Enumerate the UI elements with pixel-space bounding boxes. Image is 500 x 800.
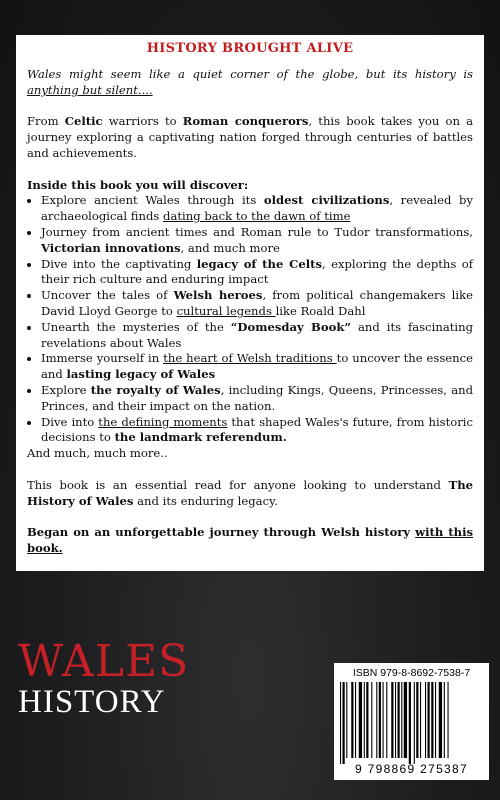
more-line: And much, much more.. bbox=[27, 446, 168, 461]
blurb bbox=[27, 67, 473, 573]
isbn-digits: 9 798869 275387 bbox=[355, 762, 468, 776]
list-item: • Uncover the tales of Welsh heroes, from political changemakers like David Lloyd George to cultural legends like Roald Dahl bbox=[41, 288, 473, 320]
wales-history-logo bbox=[18, 636, 218, 720]
list-item: • Unearth the mysteries of the “Domesday Book” and its fascinating revelations about Wales bbox=[41, 320, 473, 352]
barcode-icon bbox=[340, 682, 483, 764]
list-item: • Explore the royalty of Wales, including Kings, Queens, Princesses, and Princes, and their impact on the nation. bbox=[41, 383, 473, 415]
closing-paragraph: Began on an unforgettable journey through Welsh history with this book. bbox=[27, 525, 474, 555]
intro-paragraph: Wales might seem like a quiet corner of the globe, but its history is anything but silent.... bbox=[27, 67, 473, 97]
list-item: • Explore ancient Wales through its oldest civilizations, revealed by archaeological finds dating back to the dawn of time bbox=[41, 193, 473, 225]
list-item: • Immerse yourself in the heart of Welsh traditions to uncover the essence and lasting legacy of Wales bbox=[41, 351, 473, 383]
headline: HISTORY BROUGHT ALIVE bbox=[146, 41, 354, 56]
list-item: • Dive into the captivating legacy of the Celts, exploring the depths of their rich culture and enduring impact bbox=[41, 257, 473, 289]
list-item: • Journey from ancient times and Roman rule to Tudor transformations, Victorian innovations, and much more bbox=[41, 225, 473, 257]
isbn-label: ISBN 979-8-8692-7538-7 bbox=[352, 667, 471, 679]
intro-highlight: anything but silent.... bbox=[27, 82, 153, 97]
discover-heading: Inside this book you will discover: bbox=[27, 177, 249, 192]
logo-history-text: HISTORY bbox=[18, 684, 166, 720]
logo-wales-text: WALES bbox=[18, 636, 190, 687]
essential-paragraph: This book is an essential read for anyone looking to understand The History of Wales and its enduring legacy. bbox=[27, 477, 473, 508]
description-panel bbox=[16, 35, 484, 571]
feature-list bbox=[27, 193, 473, 446]
list-item: • Dive into the defining moments that shaped Wales's future, from historic decisions to the landmark referendum. bbox=[41, 415, 473, 447]
overview-paragraph: From Celtic warriors to Roman conquerors, this book takes you on a journey exploring a captivating nation forged through centuries of battles and achievements. bbox=[27, 114, 473, 160]
isbn-barcode bbox=[334, 663, 489, 780]
